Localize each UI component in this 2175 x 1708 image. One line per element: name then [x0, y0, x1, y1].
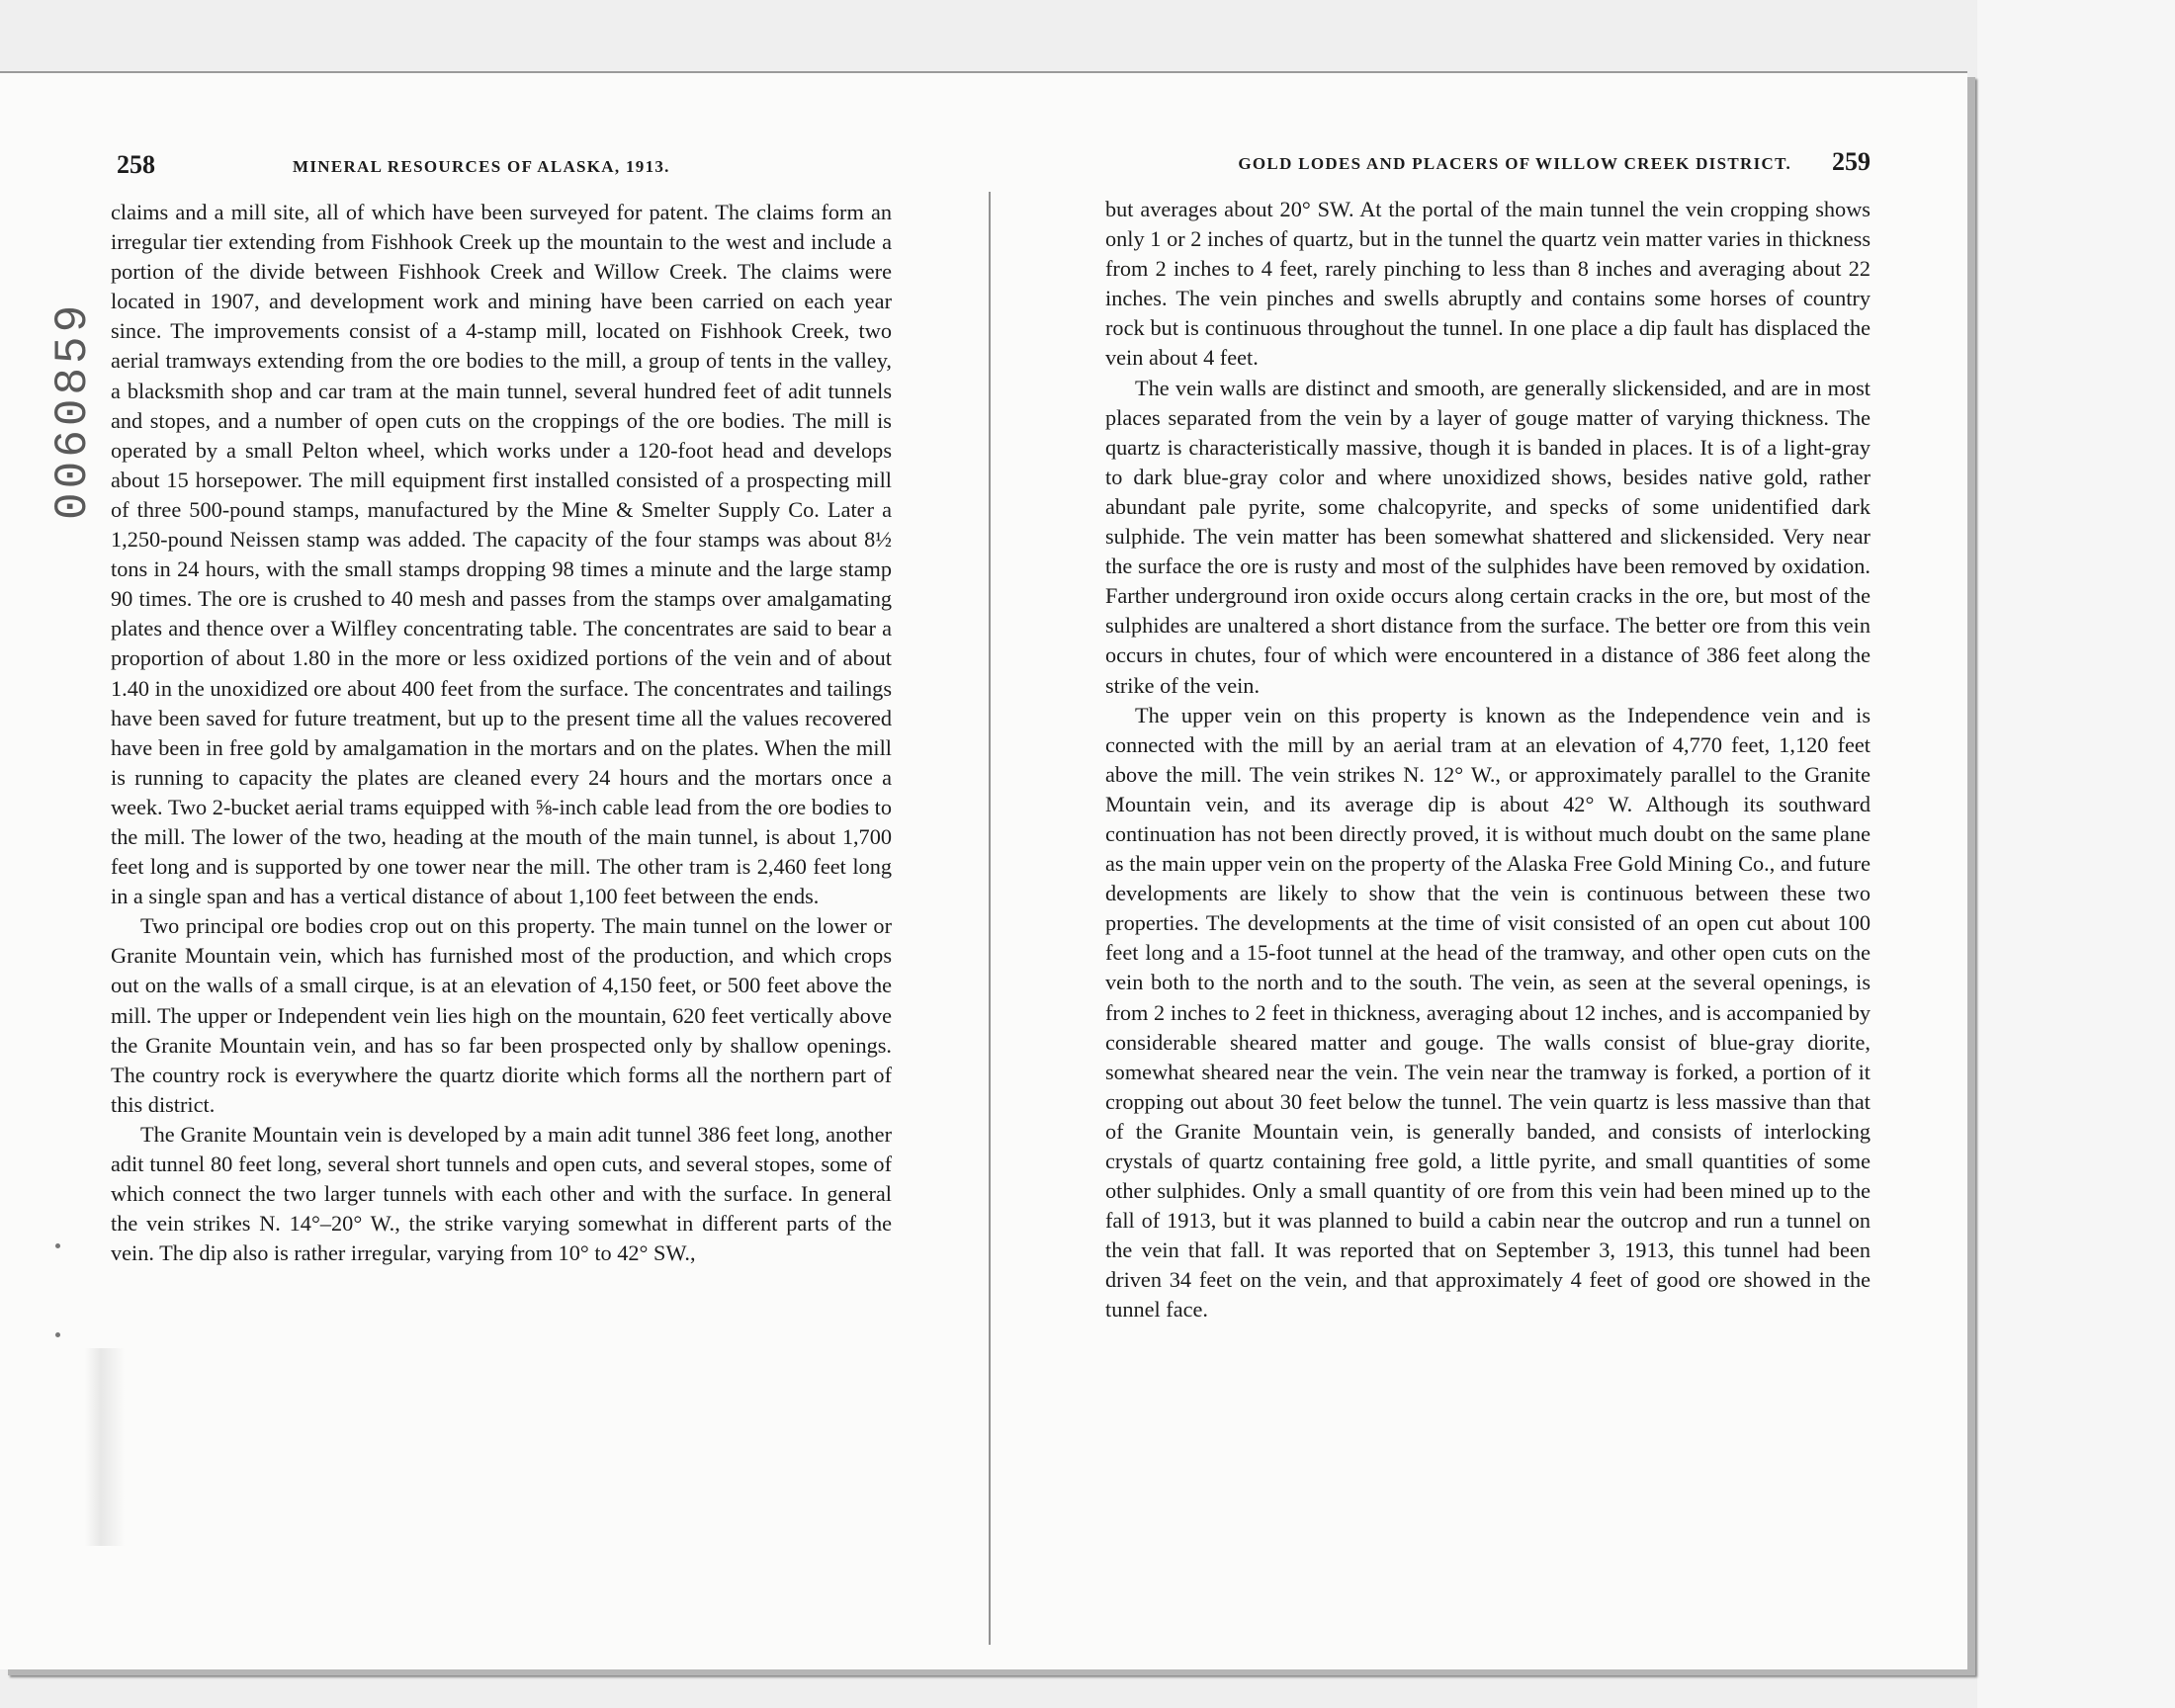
paragraph: The vein walls are distinct and smooth, are generally slickensided, and are in most places separated from the vein by a layer of gouge matter of varying thickness. The quartz is characteristically massive, though it is banded in places. It is of a light-gray to dark blue-gray color and where unoxidized shows, besides native gold, rather abundant pale pyrite, some chalcopyrite, and specks of some unidentified dark sulphide. The vein matter has been somewhat shattered and slickensided. Very near the surface the ore is rusty and most of the sulphides have been removed by oxidation. Farther underground iron oxide occurs along certain cracks in the ore, but most of the sulphides are unaltered a short distance from the surface. The better ore from this vein occurs in chutes, four of which were encountered in a distance of 386 feet along the strike of the vein.: [1105, 375, 1870, 698]
right-running-head: GOLD LODES AND PLACERS OF WILLOW CREEK DISTRICT.: [1238, 154, 1791, 173]
paragraph: but averages about 20° SW. At the portal of the main tunnel the vein cropping shows only 1 or 2 inches of quartz, but in the tunnel the quartz vein matter varies in thickness from 2 inches to 4 feet, rarely pinching to less than 8 inches and averaging about 22 inches. The vein pinches and swells abruptly and contains some horses of country rock but is continuous throughout the tunnel. In one place a dip fault has displaced the vein about 4 feet.: [1105, 197, 1870, 371]
left-page-header: [111, 150, 892, 198]
book-spread: [0, 71, 1967, 1669]
paragraph: The upper vein on this property is known as the Independence vein and is connected with the mill by an aerial tram at an elevation of 4,770 feet, 1,120 feet above the mill. The vein strikes N. 12° W., or approximately parallel to the Granite Mountain vein, and its average dip is about 42° W. Although its southward continuation has not been directly proved, it is without much doubt on the same plane as the main upper vein on the property of the Alaska Free Gold Mining Co., and future developments are likely to show that the vein is continuous between these two properties. The developments at the time of visit consisted of an open cut about 100 feet long and a 15-foot tunnel at the head of the tramway, and other open cuts on the vein both to the north and to the south. The vein, as seen at the several openings, is from 2 inches to 2 feet in thickness, averaging about 12 inches, and is accompanied by considerable sheared matter and gouge. The walls consist of blue-gray diorite, somewhat sheared near the vein. The vein near the tramway is forked, a portion of it cropping out about 30 feet below the tunnel. The vein quartz is less massive than that of the Granite Mountain vein, is generally banded, and consists of interlocking crystals of quartz containing free gold, a little pyrite, and small quantities of some other sulphides. Only a small quantity of ore from this vein had been mined up to the fall of 1913, but it was planned to build a cabin near the outcrop and run a tunnel on the vein that fall. It was reported that on September 3, 1913, this tunnel had been driven 34 feet on the vein, and that approximately 4 feet of good ore showed in the tunnel face.: [1105, 702, 1870, 1323]
paragraph: claims and a mill site, all of which have been surveyed for patent. The claims form an irregular tier extending from Fishhook Creek up the mountain to the west and include a portion of the divide between Fishhook Creek and Willow Creek. The claims were located in 1907, and development work and mining have been carried on each year since. The improvements consist of a 4-stamp mill, located on Fishhook Creek, two aerial tramways extending from the ore bodies to the mill, a group of tents in the valley, a blacksmith shop and car tram at the main tunnel, several hundred feet of adit tunnels and stopes, and a number of open cuts on the croppings of the ore bodies. The mill is operated by a small Pelton wheel, which works under a 120-foot head and develops about 15 horsepower. The mill equipment first installed consisted of a prospecting mill of three 500-pound stamps, manufactured by the Mine & Smelter Supply Co. Later a 1,250-pound Neissen stamp was added. The capacity of the four stamps was about 8½ tons in 24 hours, with the small stamps dropping 98 times a minute and the large stamp 90 times. The ore is crushed to 40 mesh and passes from the stamps over amalgamating plates and thence over a Wilfley concentrating table. The concentrates are said to bear a proportion of about 1.80 in the more or less oxidized portions of the vein and of about 1.40 in the unoxidized ore about 400 feet from the surface. The concentrates and tailings have been saved for future treatment, but up to the present time all the values recovered have been in free gold by amalgamation in the mortars and on the plates. When the mill is running to capacity the plates are cleaned every 24 hours and the mortars once a week. Two 2-bucket aerial trams equipped with ⅝-inch cable lead from the ore bodies to the mill. The lower of the two, heading at the mouth of the main tunnel, is about 1,700 feet long and is supported by one tower near the mill. The other tram is 2,460 feet long in a single span and has a vertical distance of about 1,100 feet between the ends.: [111, 200, 892, 909]
right-page-body: [1105, 195, 1870, 1325]
right-page: [1105, 147, 1870, 1325]
left-running-head: MINERAL RESOURCES OF ALASKA, 1913.: [293, 157, 670, 176]
scanner-margin: [1977, 0, 2175, 1708]
bleed-through-mark: [85, 1348, 125, 1546]
stamp-number: 0060859: [47, 300, 99, 520]
gutter-line: [989, 192, 991, 1645]
right-page-header: [1105, 147, 1870, 195]
speck-mark: [55, 1243, 60, 1248]
left-page: [111, 150, 892, 1268]
left-page-number: 258: [117, 150, 155, 179]
archive-stamp: [40, 291, 99, 528]
speck-mark: [55, 1332, 60, 1337]
paragraph: Two principal ore bodies crop out on this property. The main tunnel on the lower or Granite Mountain vein, which has furnished most of the production, and which crops out on the walls of a small cirque, is at an elevation of 4,150 feet, or 500 feet above the mill. The upper or Independent vein lies high on the mountain, 620 feet vertically above the Granite Mountain vein, and has so far been prospected only by shallow openings. The country rock is everywhere the quartz diorite which forms all the northern part of this district.: [111, 913, 892, 1117]
paragraph: The Granite Mountain vein is developed by a main adit tunnel 386 feet long, another adit tunnel 80 feet long, several short tunnels and open cuts, and several stopes, some of which connect the two larger tunnels with each other and with the surface. In general the vein strikes N. 14°–20° W., the strike varying somewhat in different parts of the vein. The dip also is rather irregular, varying from 10° to 42° SW.,: [111, 1121, 892, 1266]
right-page-number: 259: [1832, 147, 1870, 176]
left-page-body: [111, 198, 892, 1268]
